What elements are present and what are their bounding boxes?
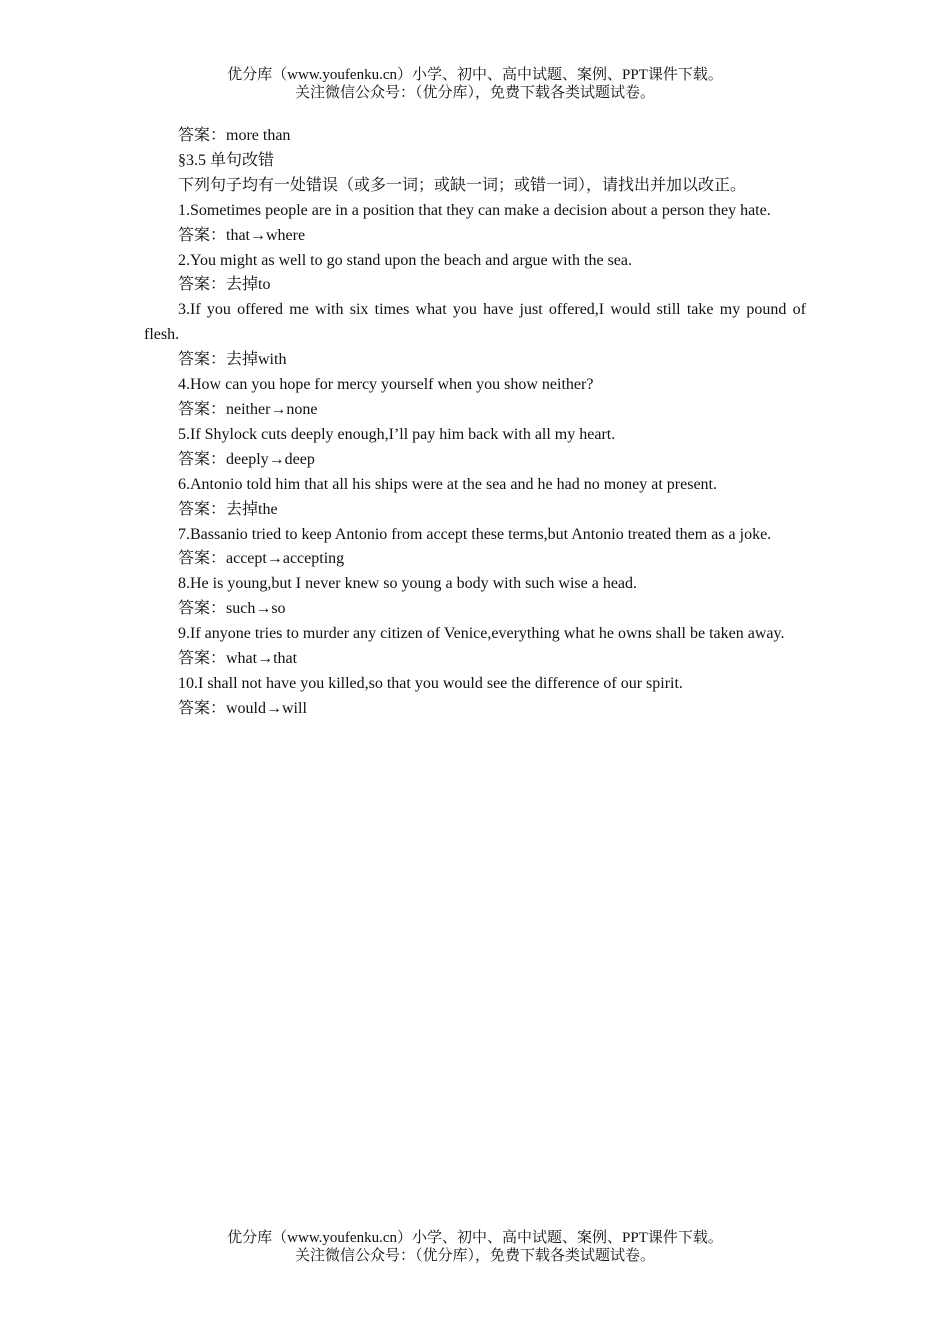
answer-6: 答案：去掉the bbox=[178, 500, 278, 518]
instruction: 下列句子均有一处错误（或多一词；或缺一词；或错一词），请找出并加以改正。 bbox=[178, 176, 747, 194]
header-line-2: 关注微信公众号：（优分库），免费下载各类试题试卷。 bbox=[294, 85, 655, 101]
question-7: 7.Bassanio tried to keep Antonio from accept these terms,but Antonio treated them as a joke. bbox=[178, 525, 772, 543]
question-3: 3.If you offered me with six times what you have just offered,I would still take my pound of flesh. bbox=[144, 301, 806, 344]
answer-5: 答案：deeply→deep bbox=[178, 450, 315, 468]
answer-9: 答案：what→that bbox=[178, 650, 298, 668]
footer-line-2: 关注微信公众号：（优分库），免费下载各类试题试卷。 bbox=[294, 1248, 655, 1264]
page-header bbox=[0, 66, 950, 102]
document-body bbox=[144, 124, 806, 722]
header-line-1: 优分库（www.youfenku.cn）小学、初中、高中试题、案例、PPT课件下载。 bbox=[227, 67, 723, 83]
answer-4: 答案：neither→none bbox=[178, 400, 318, 418]
answer-10: 答案：would→will bbox=[178, 699, 307, 717]
question-1: 1.Sometimes people are in a position that they can make a decision about a person they hate. bbox=[178, 201, 771, 219]
question-8: 8.He is young,but I never knew so young a body with such wise a head. bbox=[178, 575, 638, 593]
question-9: 9.If anyone tries to murder any citizen of Venice,everything what he owns shall be taken away. bbox=[178, 625, 785, 643]
question-2: 2.You might as well to go stand upon the beach and argue with the sea. bbox=[178, 251, 632, 269]
previous-answer: 答案：more than bbox=[178, 127, 291, 144]
footer-line-1: 优分库（www.youfenku.cn）小学、初中、高中试题、案例、PPT课件下载。 bbox=[227, 1230, 723, 1246]
section-title: §3.5 单句改错 bbox=[178, 151, 275, 169]
question-5: 5.If Shylock cuts deeply enough,I’ll pay him back with all my heart. bbox=[178, 425, 616, 443]
question-10: 10.I shall not have you killed,so that you would see the difference of our spirit. bbox=[178, 674, 683, 692]
answer-8: 答案：such→so bbox=[178, 600, 286, 618]
answer-2: 答案：去掉to bbox=[178, 276, 271, 294]
answer-7: 答案：accept→accepting bbox=[178, 550, 345, 568]
answer-1: 答案：that→where bbox=[178, 226, 306, 244]
question-4: 4.How can you hope for mercy yourself when you show neither? bbox=[178, 376, 594, 394]
answer-3: 答案：去掉with bbox=[178, 351, 287, 369]
question-6: 6.Antonio told him that all his ships were at the sea and he had no money at present. bbox=[178, 475, 717, 493]
page-footer bbox=[0, 1229, 950, 1265]
